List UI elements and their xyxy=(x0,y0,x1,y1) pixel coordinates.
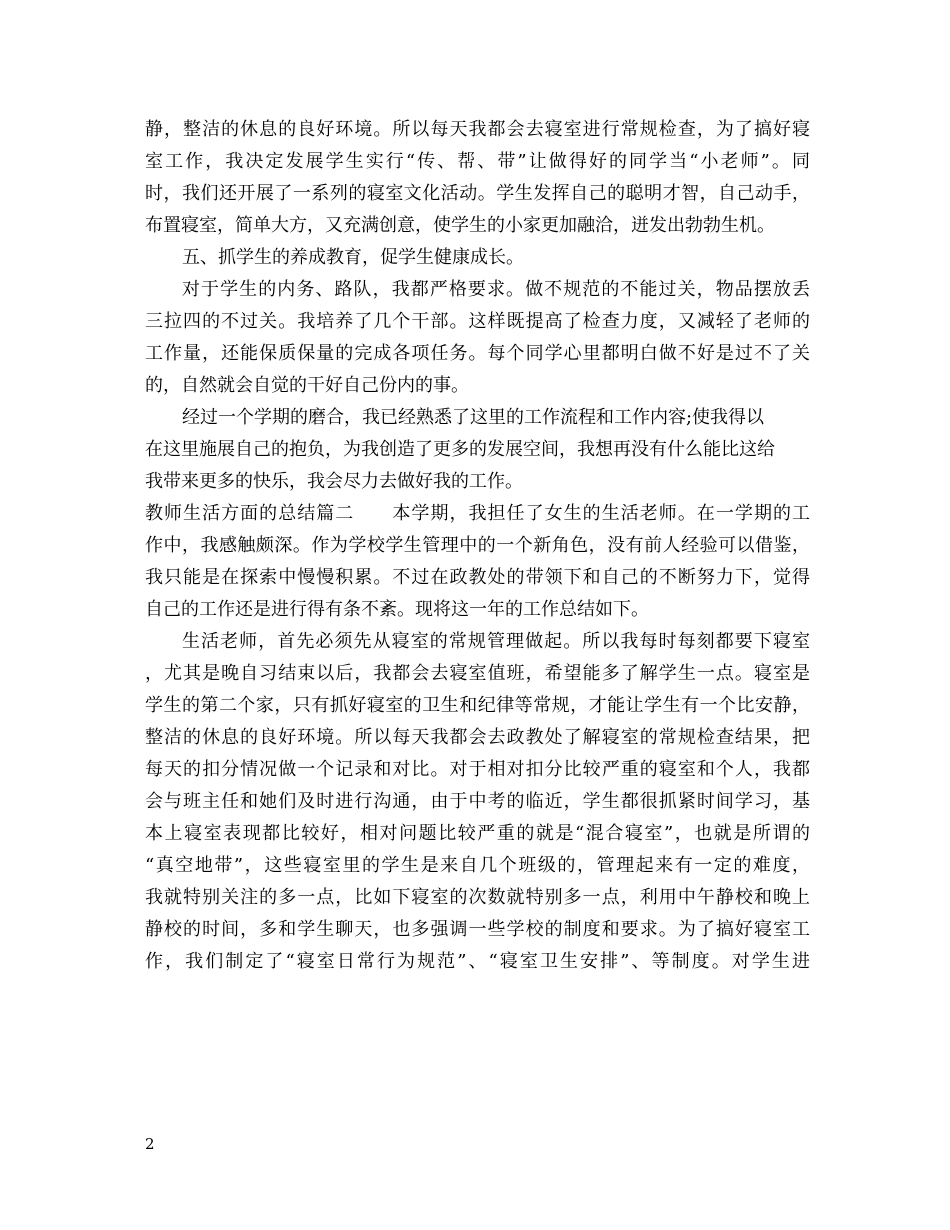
text-line: 静，整洁的休息的良好环境。所以每天我都会去寝室进行常规检查，为了搞好寝 xyxy=(145,119,810,140)
text-line: 每天的扣分情况做一个记录和对比。对于相对扣分比较严重的寝室和个人，我都 xyxy=(145,759,810,780)
text-line: 会与班主任和她们及时进行沟通，由于中考的临近，学生都很抓紧时间学习，基 xyxy=(145,791,810,812)
text-line: 工作量，还能保质保量的完成各项任务。每个同学心里都明白做不好是过不了关 xyxy=(145,343,810,364)
text-line: 经过一个学期的磨合，我已经熟悉了这里的工作流程和工作内容;使我得以 xyxy=(182,407,765,428)
text-line: 生活老师，首先必须先从寝室的常规管理做起。所以我每时每刻都要下寝室 xyxy=(182,631,810,652)
text-line: 三拉四的不过关。我培养了几个干部。这样既提高了检查力度，又减轻了老师的 xyxy=(145,311,810,332)
text-line: 我只能是在探索中慢慢积累。不过在政教处的带领下和自己的不断努力下，觉得 xyxy=(145,567,810,588)
text-line: 作，我们制定了“寝室日常行为规范”、“寝室卫生安排”、等制度。对学生进 xyxy=(145,951,810,972)
text-line: 我带来更多的快乐，我会尽力去做好我的工作。 xyxy=(145,471,523,492)
page-number: 2 xyxy=(145,1135,155,1153)
text-line: 整洁的休息的良好环境。所以每天我都会去政教处了解寝室的常规检查结果，把 xyxy=(145,727,810,748)
text-line: 自己的工作还是进行得有条不紊。现将这一年的工作总结如下。 xyxy=(145,599,649,620)
text-line: 学生的第二个家，只有抓好寝室的卫生和纪律等常规，才能让学生有一个比安静， xyxy=(145,695,810,716)
text-line: 时，我们还开展了一系列的寝室文化活动。学生发挥自己的聪明才智，自己动手， xyxy=(145,183,810,204)
text-line: “真空地带”，这些寝室里的学生是来自几个班级的，管理起来有一定的难度， xyxy=(145,855,810,876)
text-line: 我就特别关注的多一点，比如下寝室的次数就特别多一点，利用中午静校和晚上 xyxy=(145,887,810,908)
text-line: ，尤其是晚自习结束以后，我都会去寝室值班，希望能多了解学生一点。寝室是 xyxy=(145,663,810,684)
text-line: 布置寝室，简单大方，又充满创意，使学生的小家更加融洽，迸发出勃勃生机。 xyxy=(145,215,775,236)
text-line: 在这里施展自己的抱负，为我创造了更多的发展空间，我想再没有什么能比这给 xyxy=(145,439,775,460)
text-line: 作中，我感触颇深。作为学校学生管理中的一个新角色，没有前人经验可以借鉴， xyxy=(145,535,810,556)
text-line: 教师生活方面的总结篇二 本学期，我担任了女生的生活老师。在一学期的工 xyxy=(145,503,810,524)
text-line: 五、抓学生的养成教育，促学生健康成长。 xyxy=(182,247,524,268)
text-line: 本上寝室表现都比较好，相对问题比较严重的就是“混合寝室”，也就是所谓的 xyxy=(145,823,810,844)
text-line: 静校的时间，多和学生聊天，也多强调一些学校的制度和要求。为了搞好寝室工 xyxy=(145,919,810,940)
text-line: 对于学生的内务、路队，我都严格要求。做不规范的不能过关，物品摆放丢 xyxy=(182,279,810,300)
text-line: 的，自然就会自觉的干好自己份内的事。 xyxy=(145,375,469,396)
document-body xyxy=(145,114,810,978)
text-line: 室工作，我决定发展学生实行“传、帮、带”让做得好的同学当“小老师”。同 xyxy=(145,151,810,172)
